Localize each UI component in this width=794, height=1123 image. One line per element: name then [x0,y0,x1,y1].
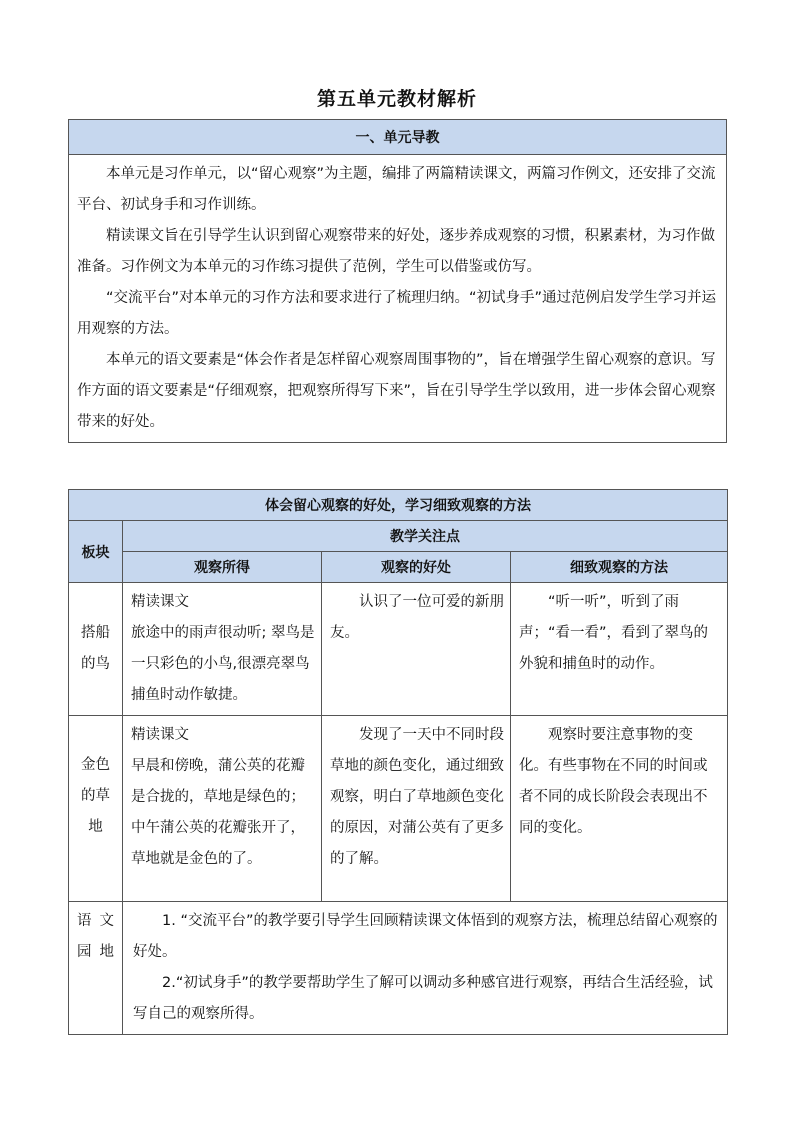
yuwen-item: 1. “交流平台”的教学要引导学生回顾精读课文体悟到的观察方法，梳理总结留心观察的好处。 [133,913,718,960]
table-row [69,902,728,1035]
col-header-benefit: 观察的好处 [322,552,511,583]
col-header-group: 教学关注点 [123,521,728,552]
gain-text: 旅途中的雨声很动听; 翠鸟是一只彩色的小鸟,很漂亮翠鸟捕鱼时动作敏捷。 [131,625,315,703]
col-header-method: 细致观察的方法 [511,552,728,583]
gain-text: 早晨和傍晚，蒲公英的花瓣是合拢的，草地是绿色的；中午蒲公英的花瓣张开了，草地就是金色的了。 [131,758,305,867]
col-header-gain: 观察所得 [123,552,322,583]
yuwen-body [123,902,728,1035]
table-row [69,716,728,902]
benefit-text: 认识了一位可爱的新朋友。 [330,594,504,641]
block-name: 语文园地 [69,902,123,1035]
benefit-text: 发现了一天中不同时段草地的颜色变化，通过细致观察，明白了草地颜色变化的原因，对蒲公英有了更多的了解。 [330,727,504,867]
col-header-block: 板块 [69,521,123,583]
table-row [69,583,728,716]
yuwen-item: 2.“初试身手”的教学要帮助学生了解可以调动多种感官进行观察，再结合生活经验，试写自己的观察所得。 [133,975,713,1022]
page-title: 第五单元教材解析 [316,88,477,110]
method-text: 观察时要注意事物的变化。有些事物在不同的时间或者不同的成长阶段会表现出不同的变化。 [519,727,708,836]
focus-table [68,489,728,1035]
intro-paragraph: 本单元的语文要素是“体会作者是怎样留心观察周围事物的”，旨在增强学生留心观察的意识。写作方面的语文要素是“仔细观察，把观察所得写下来”，旨在引导学生学以致用，进一步体会留心观察带来的好处。 [77,352,716,430]
intro-paragraph: 精读课文旨在引导学生认识到留心观察带来的好处，逐步养成观察的习惯，积累素材，为习作做准备。习作例文为本单元的习作练习提供了范例，学生可以借鉴或仿写。 [77,228,715,275]
method-cell [511,583,728,716]
intro-table [68,119,727,443]
intro-paragraph: 本单元是习作单元，以“留心观察”为主题，编排了两篇精读课文，两篇习作例文，还安排了交流平台、初试身手和习作训练。 [77,166,716,213]
benefit-cell [322,716,511,902]
block-name: 搭船的鸟 [69,583,123,716]
intro-header: 一、单元导教 [69,120,727,155]
intro-paragraph: “交流平台”对本单元的习作方法和要求进行了梳理归纳。“初试身手”通过范例启发学生学习并运用观察的方法。 [77,290,717,337]
benefit-cell [322,583,511,716]
lesson-tag: 精读课文 [131,594,189,610]
method-cell [511,716,728,902]
focus-table-title: 体会留心观察的好处，学习细致观察的方法 [69,490,728,521]
gain-cell [123,716,322,902]
intro-body [69,155,727,443]
gain-cell [123,583,322,716]
lesson-tag: 精读课文 [131,727,189,743]
block-name: 金色的草地 [69,716,123,902]
method-text: “听一听”，听到了雨声；“看一看”，看到了翠鸟的外貌和捕鱼时的动作。 [519,594,709,672]
